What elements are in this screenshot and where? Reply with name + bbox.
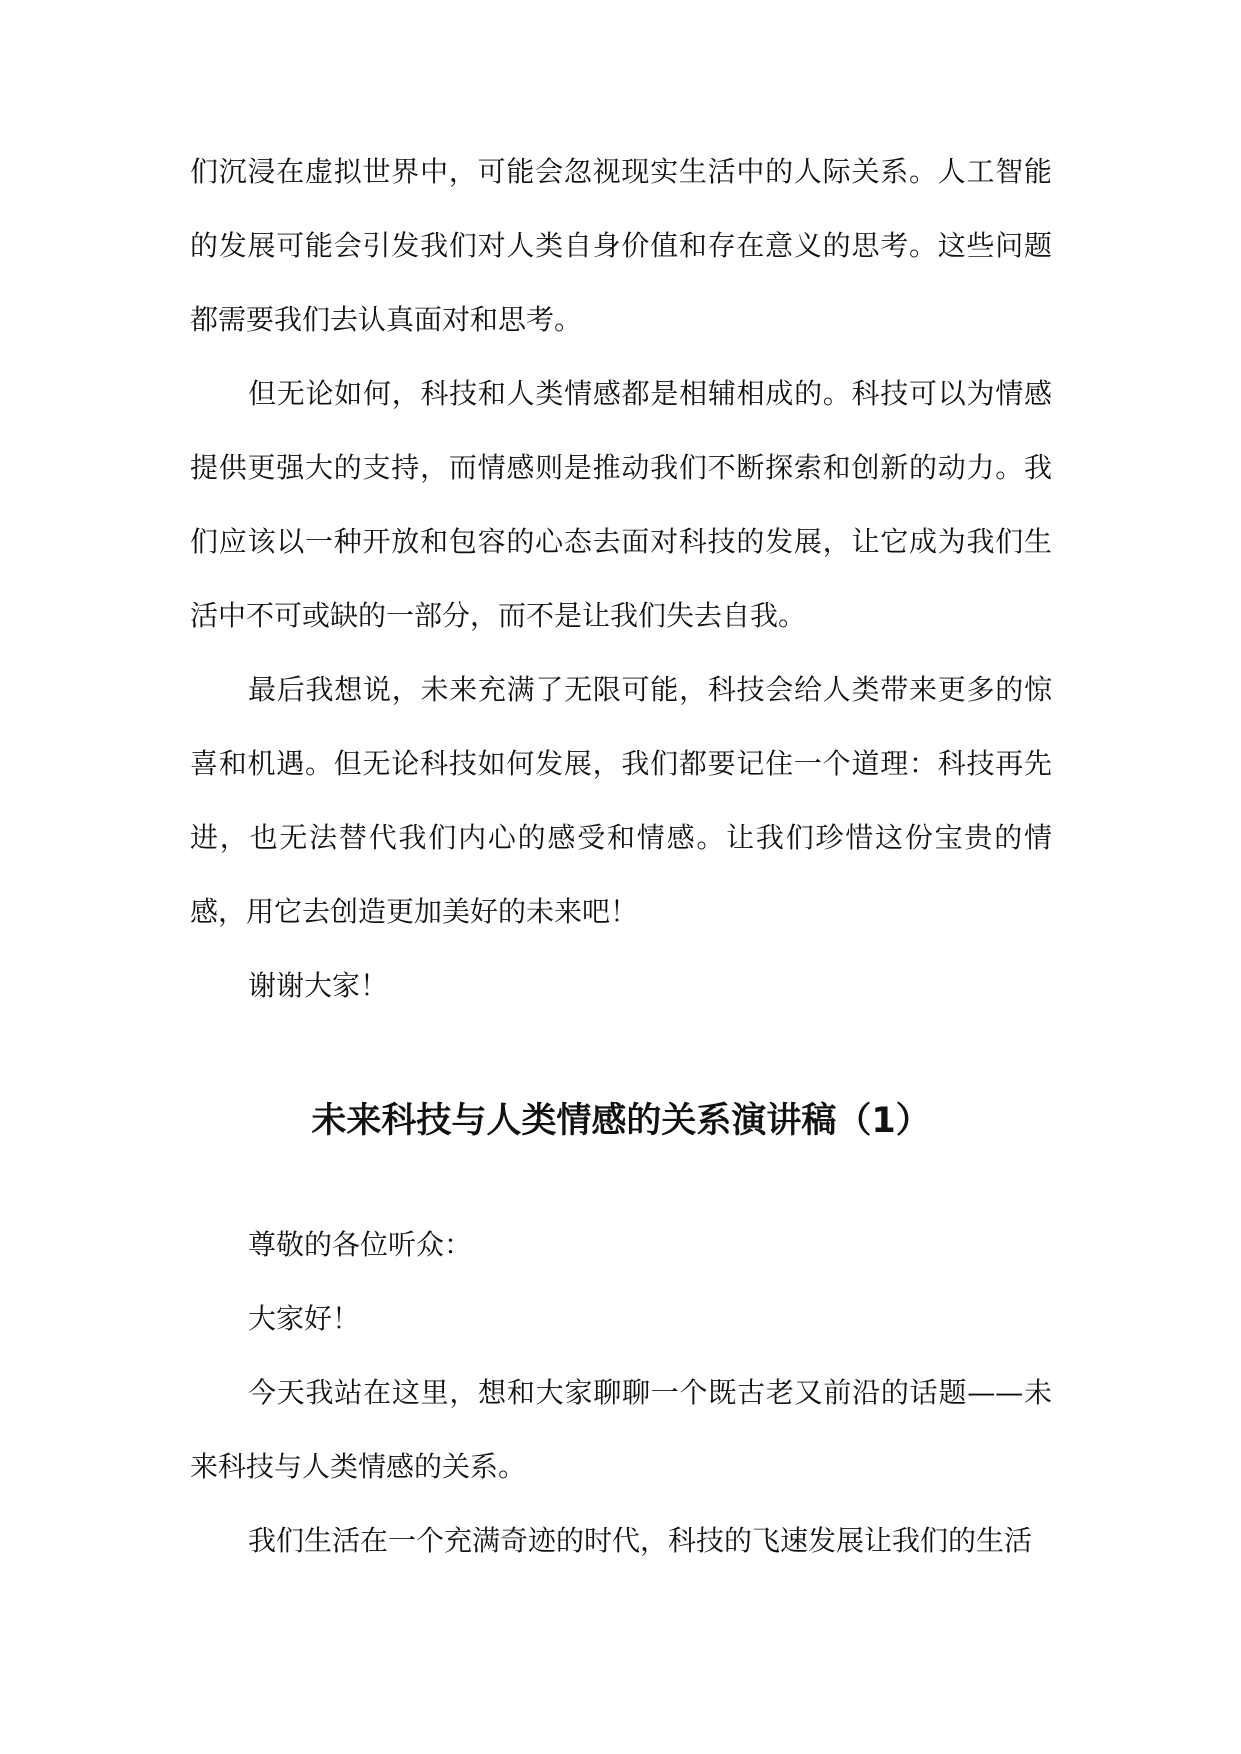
paragraph-salutation: 尊敬的各位听众： (248, 1228, 473, 1261)
paragraph-era: 我们生活在一个充满奇迹的时代，科技的飞速发展让我们的生活 (248, 1524, 1033, 1557)
paragraph-greeting: 大家好！ (248, 1302, 361, 1335)
paragraph-conclusion: 最后我想说，未来充满了无限可能，科技会给人类带来更多的惊喜和机遇。但无论科技如何发展，我们都要记住一个道理：科技再先进，也无法替代我们内心的感受和情感。让我们珍惜这份宝贵的情感，用它去创造更加美好的未来吧！ (190, 673, 1052, 928)
paragraph-thanks: 谢谢大家！ (248, 969, 389, 1002)
paragraph-continuation: 们沉浸在虚拟世界中，可能会忽视现实生活中的人际关系。人工智能的发展可能会引发我们对人类自身价值和存在意义的思考。这些问题都需要我们去认真面对和思考。 (190, 155, 1052, 336)
continued-text (190, 135, 1052, 1023)
paragraph-topic-intro: 今天我站在这里，想和大家聊聊一个既古老又前沿的话题——未来科技与人类情感的关系。 (190, 1376, 1052, 1483)
paragraph-tech-emotion-complement: 但无论如何，科技和人类情感都是相辅相成的。科技可以为情感提供更强大的支持，而情感则是推动我们不断探索和创新的动力。我们应该以一种开放和包容的心态去面对科技的发展，让它成为我们生活中不可或缺的一部分，而不是让我们失去自我。 (190, 377, 1052, 632)
speech-title: 未来科技与人类情感的关系演讲稿（1） (311, 1101, 931, 1141)
speech-body (190, 1208, 1052, 1578)
